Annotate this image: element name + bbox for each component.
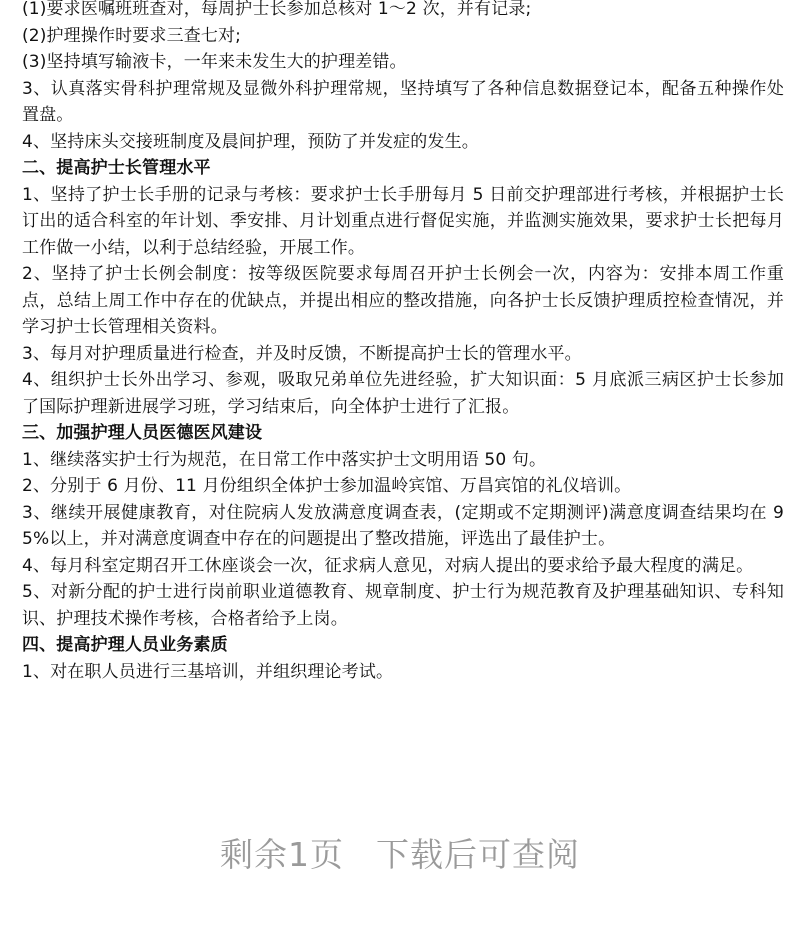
paragraph: 4、每月科室定期召开工休座谈会一次，征求病人意见，对病人提出的要求给予最大程度的满足。	[22, 555, 754, 576]
document-body	[22, 0, 784, 685]
section-heading: 二、提高护士长管理水平	[22, 158, 211, 178]
remaining-pages-text: 剩余1页	[220, 835, 344, 874]
paragraph: (1)要求医嘱班班查对，每周护士长参加总核对 1～2 次，并有记录;	[22, 0, 532, 19]
paragraph: (3)坚持填写输液卡，一年来未发生大的护理差错。	[22, 52, 407, 72]
download-to-view-text: 下载后可查阅	[376, 835, 580, 874]
paragraph: 3、每月对护理质量进行检查，并及时反馈，不断提高护士长的管理水平。	[22, 343, 582, 364]
paragraph: (2)护理操作时要求三查七对;	[22, 25, 242, 46]
paragraph: 1、继续落实护士行为规范，在日常工作中落实护士文明用语 50 句。	[22, 449, 547, 470]
download-prompt[interactable]	[0, 829, 800, 876]
paragraph: 2、分别于 6 月份、11 月份组织全体护士参加温岭宾馆、万昌宾馆的礼仪培训。	[22, 476, 632, 496]
paragraph: 3、继续开展健康教育，对住院病人发放满意度调查表，(定期或不定期测评)满意度调查结果均在 95%以上，并对满意度调查中存在的问题提出了整改措施，评选出了最佳护士。	[22, 502, 784, 549]
paragraph: 4、坚持床头交接班制度及晨间护理，预防了并发症的发生。	[22, 131, 479, 152]
section-heading: 四、提高护理人员业务素质	[22, 635, 228, 655]
paragraph: 2、坚持了护士长例会制度：按等级医院要求每周召开护士长例会一次，内容为：安排本周工作重点，总结上周工作中存在的优缺点，并提出相应的整改措施，向各护士长反馈护理质控检查情况，并学习护士长管理相关资料。	[22, 264, 784, 337]
paragraph: 4、组织护士长外出学习、参观，吸取兄弟单位先进经验，扩大知识面：5 月底派三病区护士长参加了国际护理新进展学习班，学习结束后，向全体护士进行了汇报。	[22, 370, 784, 417]
paragraph: 3、认真落实骨科护理常规及显微外科护理常规，坚持填写了各种信息数据登记本，配备五种操作处置盘。	[22, 78, 784, 125]
paragraph-list	[22, 0, 784, 685]
paragraph: 1、对在职人员进行三基培训，并组织理论考试。	[22, 661, 394, 682]
paragraph: 1、坚持了护士长手册的记录与考核：要求护士长手册每月 5 日前交护理部进行考核，并根据护士长订出的适合科室的年计划、季安排、月计划重点进行督促实施，并监测实施效果，要求护士长把每月工作做一小结，以利于总结经验，开展工作。	[22, 184, 784, 258]
section-heading: 三、加强护理人员医德医风建设	[22, 423, 263, 443]
paragraph: 5、对新分配的护士进行岗前职业道德教育、规章制度、护士行为规范教育及护理基础知识、专科知识、护理技术操作考核，合格者给予上岗。	[22, 582, 784, 629]
